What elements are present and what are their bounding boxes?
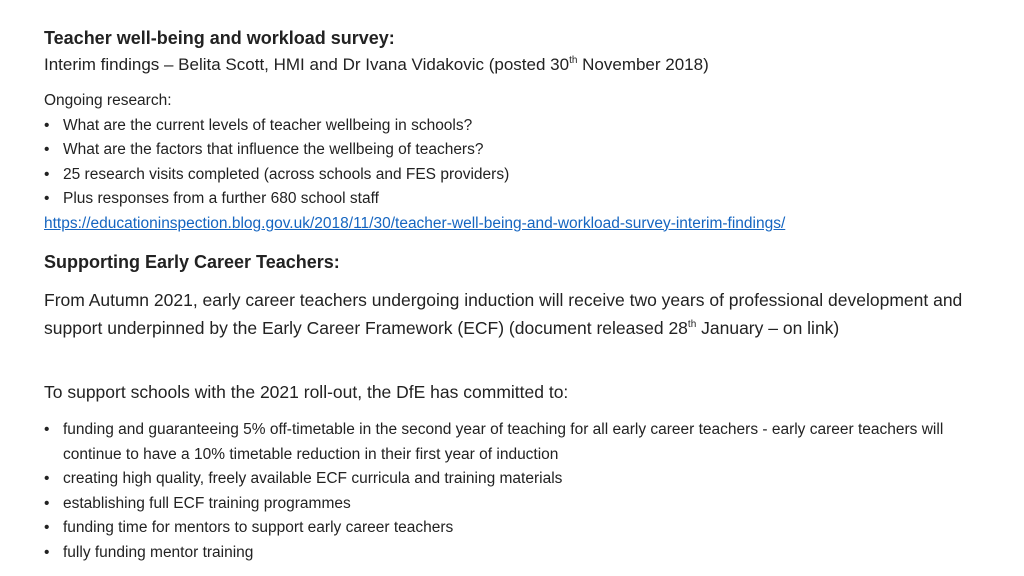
list-item-text: Plus responses from a further 680 school staff [63,190,379,207]
list-item-text: fully funding mentor training [63,543,254,561]
research-section [44,89,785,236]
bullet-icon: • [44,116,50,134]
bullet-icon: • [44,519,50,536]
list-item [44,418,993,467]
list-item [44,541,993,566]
list-item [44,187,785,212]
ect-paragraph-1-text: From Autumn 2021, early career teachers undergoing induction will receive two years of professional development and support underpinned by the Early Career Framework (ECF) (document released 28 [44,290,963,338]
ect-paragraph-2: To support schools with the 2021 roll-out, the DfE has committed to: [44,382,569,402]
ect-paragraph-1-sup: th [687,318,697,330]
bullet-icon: • [44,190,50,207]
survey-heading: Teacher well-being and workload survey: [44,28,395,48]
list-item [44,138,785,163]
bullet-icon: • [44,543,50,561]
survey-section [44,27,709,77]
list-item [44,516,993,541]
survey-subtitle-sup: th [569,55,578,66]
list-item [44,163,785,188]
survey-subtitle [44,53,709,77]
list-item [44,114,785,139]
list-item-text: establishing full ECF training programmes [63,494,351,512]
bullet-icon: • [44,494,50,512]
bullet-icon: • [44,141,50,158]
bullet-icon: • [44,421,50,438]
list-item-text: What are the current levels of teacher wellbeing in schools? [63,116,473,134]
list-item-text: 25 research visits completed (across schools and FES providers) [63,165,510,183]
list-item-text: funding time for mentors to support early career teachers [63,519,454,536]
list-item-text: funding and guaranteeing 5% off-timetable in the second year of teaching for all early career teachers - early career teachers will continue to have a 10% timetable reduction in their first year of induction [63,421,944,463]
commitments-list [44,418,993,565]
ect-section [44,251,340,273]
list-item [44,467,993,492]
ect-paragraph-1-end: January – on link) [696,317,840,338]
list-item [44,492,993,517]
list-item-text: creating high quality, freely available ECF curricula and training materials [63,470,563,487]
research-list [44,114,785,212]
list-item-text: What are the factors that influence the wellbeing of teachers? [63,141,484,158]
bullet-icon: • [44,470,50,487]
ect-heading: Supporting Early Career Teachers: [44,252,340,272]
research-label: Ongoing research: [44,92,172,109]
survey-subtitle-end: November 2018) [577,55,709,74]
ect-commitments [44,418,993,565]
survey-subtitle-text: Interim findings – Belita Scott, HMI and Dr Ivana Vidakovic (posted 30 [44,55,570,74]
survey-findings-link[interactable]: https://educationinspection.blog.gov.uk/2018/11/30/teacher-well-being-and-workload-survey-interim-findings/ [44,214,786,232]
bullet-icon: • [44,165,50,183]
ect-paragraph-1 [44,287,974,342]
